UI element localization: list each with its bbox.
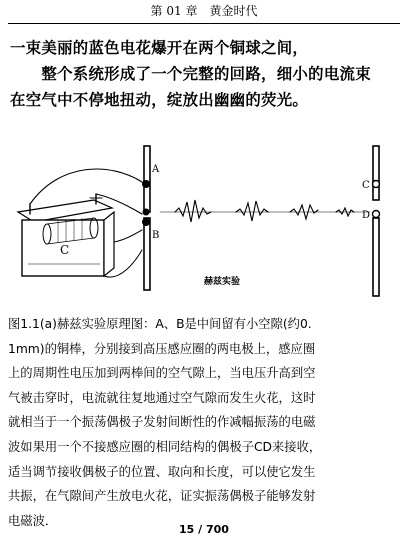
label-c: C: [60, 243, 70, 257]
rod-a: [144, 146, 150, 212]
caption-line-4: 气被击穿时，电流就往复地通过空气隙而发生火花，这时: [8, 390, 316, 405]
label-d-prime: D: [362, 210, 371, 221]
figure-illustration: [0, 142, 408, 300]
hertz-experiment-figure: [0, 142, 408, 300]
receiver-rod-c: [373, 146, 379, 200]
receiver-rod-d: [373, 218, 379, 296]
caption-line-6: 波如果用一个不接感应圈的相同结构的偶极子CD来接收，: [8, 439, 322, 454]
caption-line-3: 上的周期性电压加到两棒间的空气隙上，当电压升高到空: [8, 366, 316, 381]
chapter-header: 第 01 章 黄金时代: [150, 4, 258, 18]
figure-caption: [8, 312, 402, 533]
body-text-line-2: 整个系统形成了一个完整的回路，细小的电流束: [10, 65, 371, 83]
wire-to-rod-b: [114, 230, 142, 242]
rod-b: [144, 218, 150, 290]
page-indicator: 15 / 700: [179, 523, 229, 536]
label-b: B: [152, 230, 160, 241]
header-divider: [8, 23, 400, 24]
caption-line-5: 就相当于一个振荡偶极子发射间断性的作减幅振荡的电磁: [8, 415, 316, 430]
body-text-line-1: 一束美丽的蓝色电花爆开在两个铜球之间，: [10, 39, 309, 57]
label-a: A: [152, 164, 160, 175]
wave-packets: [160, 200, 370, 222]
induction-coil: [18, 194, 114, 276]
caption-line-2: 1mm)的铜棒，分别接到高压感应圈的两电极上，感应圈: [8, 341, 316, 356]
caption-line-9: 电磁波．: [8, 513, 58, 528]
body-text-line-3: 在空气中不停地扭动，绽放出幽幽的荧光。: [10, 91, 309, 109]
label-c-prime: C: [362, 180, 370, 191]
figure-title: 赫兹实验: [204, 277, 241, 287]
caption-line-7: 适当调节接收偶极子的位置、取向和长度，可以使它发生: [8, 464, 316, 479]
caption-line-1: 图1.1(a)赫兹实验原理图：A、B是中间留有小空隙(约0.: [8, 317, 312, 331]
wire-to-rod-a: [30, 169, 142, 204]
caption-line-8: 共振，在气隙间产生放电火花，证实振荡偶极子能够发射: [8, 489, 316, 504]
